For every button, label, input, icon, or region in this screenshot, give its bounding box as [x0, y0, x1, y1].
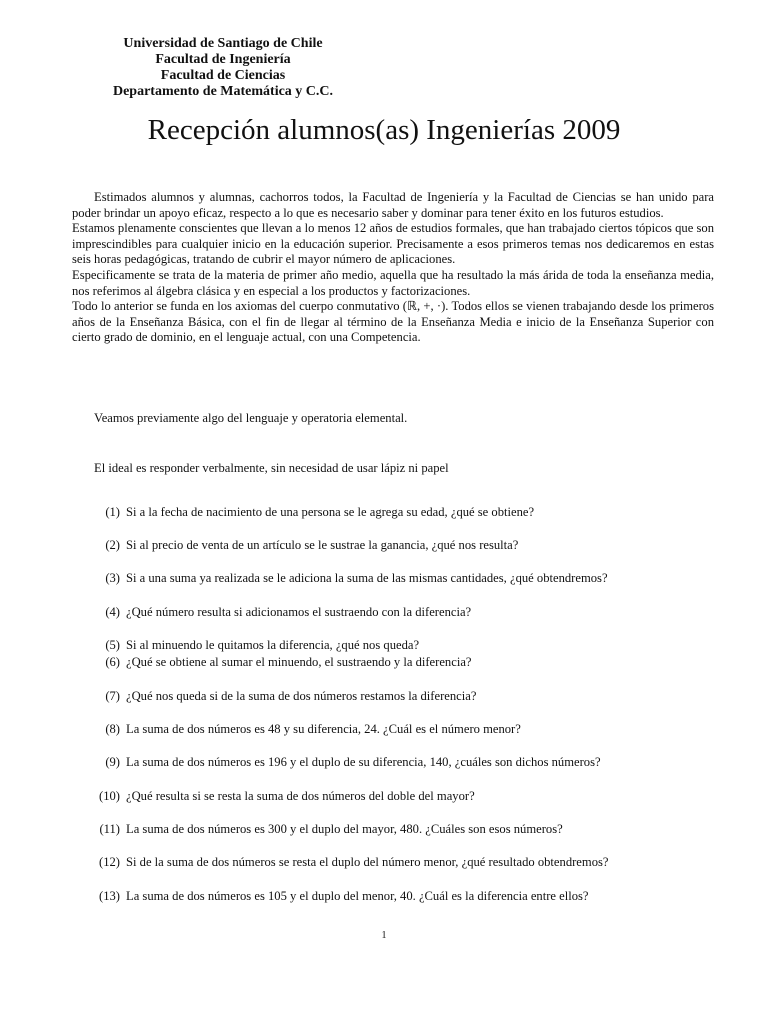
- intro-paragraph: Especificamente se trata de la materia de primer año medio, aquella que ha resultado la más árida de toda la enseñanza media, nos referimos al álgebra clásica y en especial a los productos y factorizaciones.: [72, 267, 714, 298]
- question-number: (5): [105, 638, 120, 652]
- question-number: (11): [99, 822, 120, 836]
- institution-header: [78, 36, 368, 100]
- header-line-sciences: Facultad de Ciencias: [160, 68, 286, 83]
- question-item: [80, 570, 720, 586]
- ideal-line: El ideal es responder verbalmente, sin necesidad de usar lápiz ni papel: [94, 461, 449, 475]
- question-number: (12): [99, 855, 120, 869]
- question-number: (3): [105, 571, 120, 585]
- question-item: [80, 654, 720, 670]
- question-item: [80, 688, 720, 704]
- question-text: La suma de dos números es 300 y el duplo del mayor, 480. ¿Cuáles son esos números?: [126, 822, 563, 836]
- question-text: ¿Qué nos queda si de la suma de dos números restamos la diferencia?: [126, 689, 477, 703]
- intro-text: [72, 190, 714, 346]
- page-title: Recepción alumnos(as) Ingenierías 2009: [147, 114, 621, 146]
- page-number: 1: [381, 930, 387, 941]
- question-number: (2): [105, 538, 120, 552]
- question-text: Si al minuendo le quitamos la diferencia, ¿qué nos queda?: [126, 638, 420, 652]
- question-text: La suma de dos números es 105 y el duplo del menor, 40. ¿Cuál es la diferencia entre ellos?: [126, 889, 589, 903]
- question-text: Si a la fecha de nacimiento de una persona se le agrega su edad, ¿qué se obtiene?: [126, 505, 535, 519]
- question-item: [80, 788, 720, 804]
- question-text: Si a una suma ya realizada se le adiciona la suma de las mismas cantidades, ¿qué obtendremos?: [126, 571, 608, 585]
- intro-paragraph: Estimados alumnos y alumnas, cachorros todos, la Facultad de Ingeniería y la Facultad de Ciencias se han unido para poder brindar un apoyo eficaz, respecto a lo que es necesario saber y dominar para tener éxito en los futuros estudios.: [72, 190, 714, 220]
- question-number: (6): [105, 655, 120, 669]
- veamos-line: Veamos previamente algo del lenguaje y operatoria elemental.: [94, 411, 408, 425]
- question-item: [80, 854, 720, 870]
- question-number: (13): [99, 889, 120, 903]
- question-text: Si de la suma de dos números se resta el duplo del número menor, ¿qué resultado obtendremos?: [126, 855, 609, 869]
- question-item: [80, 721, 720, 737]
- question-text: ¿Qué resulta si se resta la suma de dos números del doble del mayor?: [126, 789, 475, 803]
- intro-paragraph: Estamos plenamente conscientes que llevan a lo menos 12 años de estudios formales, que han trabajado ciertos tópicos que son imprescindibles para cualquier inicio en la educación superior. Precisamente a esos primeros temas nos dedicaremos en estas seis horas pedagógicas, tratando de cubrir el mayor número de aplicaciones.: [72, 221, 714, 267]
- question-number: (8): [105, 722, 120, 736]
- header-line-university: Universidad de Santiago de Chile: [123, 36, 323, 51]
- header-line-department: Departamento de Matemática y C.C.: [112, 84, 334, 99]
- question-number: (4): [105, 605, 120, 619]
- question-item: [80, 504, 720, 520]
- question-text: ¿Qué número resulta si adicionamos el sustraendo con la diferencia?: [126, 605, 472, 619]
- question-item: [80, 637, 720, 653]
- header-line-engineering: Facultad de Ingeniería: [155, 52, 291, 67]
- question-item: [80, 888, 720, 904]
- question-text: La suma de dos números es 196 y el duplo de su diferencia, 140, ¿cuáles son dichos números?: [126, 755, 601, 769]
- question-number: (1): [105, 505, 120, 519]
- question-item: [80, 821, 720, 837]
- intro-paragraph: Todo lo anterior se funda en los axiomas del cuerpo conmutativo (ℝ, +, ·). Todos ellos se vienen trabajando desde los primeros años de la Enseñanza Básica, con el fin de llegar al término de la Enseñanza Media e inicio de la Enseñanza Superior con cierto grado de dominio, en el lenguaje actual, con una Competencia.: [72, 299, 714, 345]
- question-item: [80, 537, 720, 553]
- question-text: La suma de dos números es 48 y su diferencia, 24. ¿Cuál es el número menor?: [126, 722, 521, 736]
- question-text: ¿Qué se obtiene al sumar el minuendo, el sustraendo y la diferencia?: [126, 655, 472, 669]
- question-number: (10): [99, 789, 120, 803]
- question-text: Si al precio de venta de un artículo se le sustrae la ganancia, ¿qué nos resulta?: [126, 538, 519, 552]
- question-item: [80, 754, 720, 770]
- question-number: (9): [105, 755, 120, 769]
- question-item: [80, 604, 720, 620]
- question-number: (7): [105, 689, 120, 703]
